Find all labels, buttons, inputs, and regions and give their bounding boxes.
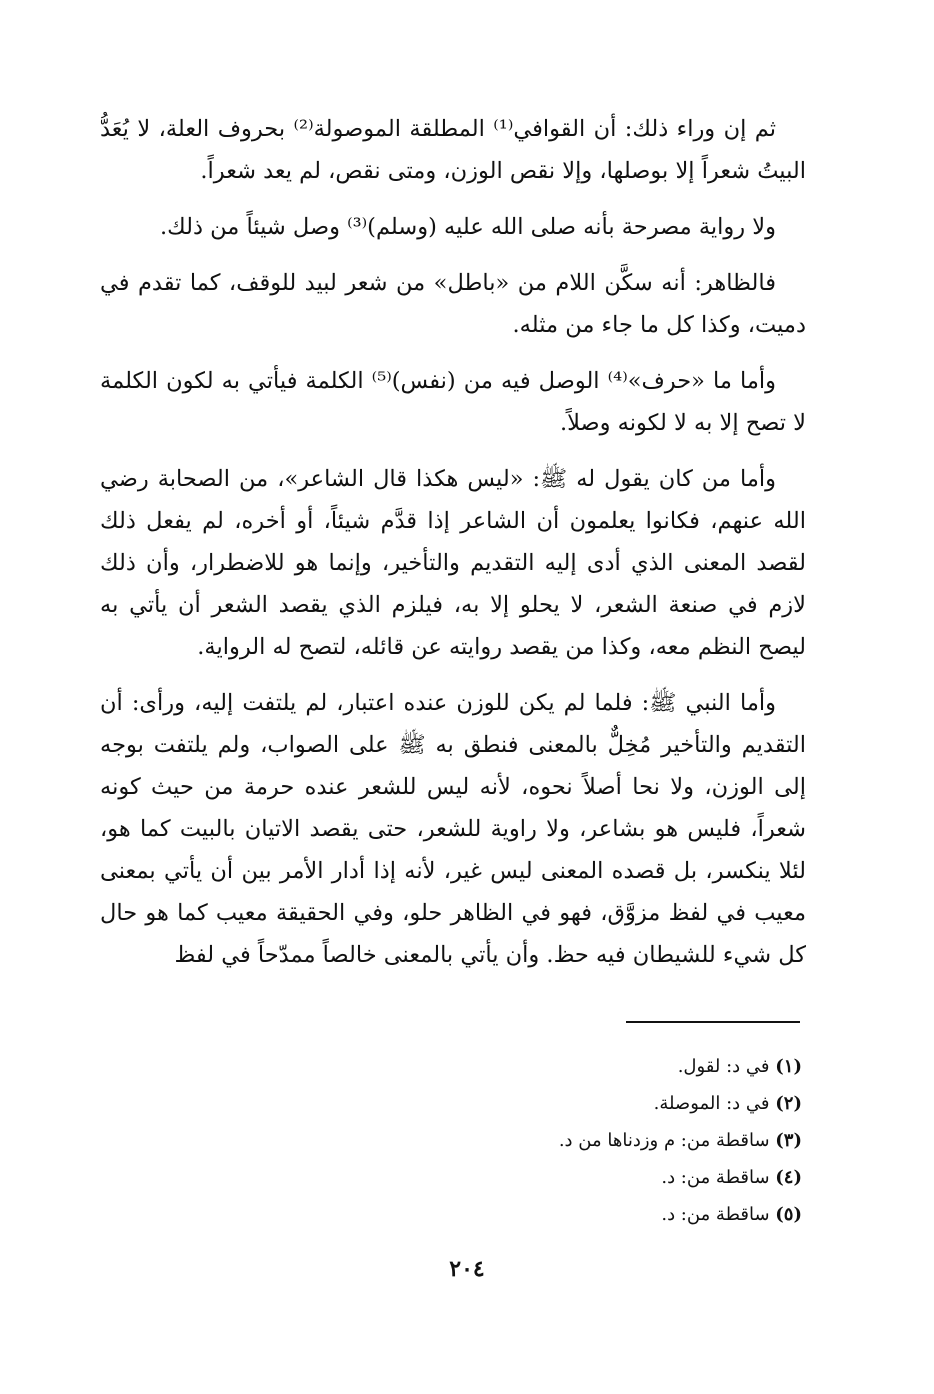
paragraph: وأما ما «حرف»⁽⁴⁾ الوصل فيه من (نفس)⁽⁵⁾ الكلمة فيأتي به لكون الكلمة لا تصح إلا به لا لكونه وصلاً.: [100, 368, 806, 436]
main-text: [100, 108, 806, 990]
paragraph: فالظاهر: أنه سكَّن اللام من «باطل» من شعر لبيد للوقف، كما تقدم في دميت، وكذا كل ما جاء من مثله.: [100, 270, 806, 338]
footnote-number: (٣): [775, 1130, 802, 1151]
footnote-number: (١): [775, 1056, 802, 1077]
footnote: [282, 1048, 802, 1085]
paragraph: وأما النبي ﷺ: فلما لم يكن للوزن عنده اعتبار، لم يلتفت إليه، ورأى: أن التقديم والتأخير مُخِلٌّ بالمعنى فنطق به ﷺ على الصواب، ولم يلتفت بوجه إلى الوزن، ولا نحا أصلاً نحوه، لأنه ليس للشعر عنده حرمة من حيث كونه شعراً، فليس هو بشاعر، ولا راوية للشعر، حتى يقصد الاتيان بالبيت كما هو، لئلا ينكسر، بل قصده المعنى ليس غير، لأنه إذا أدار الأمر بين أن يأتي بمعنى معيب في لفظ مزوَّق، فهو في الظاهر حلو، وفي الحقيقة معيب كما هو حال كل شيء للشيطان فيه حظ. وأن يأتي بالمعنى خالصاً ممدّحاً في لفظ: [100, 690, 806, 968]
footnote-text: ساقطة من: د.: [661, 1204, 770, 1225]
footnote-text: ساقطة من: م وزدناها من د.: [558, 1130, 770, 1151]
footnote-number: (٥): [775, 1204, 802, 1225]
footnote: [282, 1159, 802, 1196]
footnote: [282, 1196, 802, 1233]
footnote: [282, 1085, 802, 1122]
paragraph: ثم إن وراء ذلك: أن القوافي⁽¹⁾ المطلقة الموصولة⁽²⁾ بحروف العلة، لا يُعَدُّ البيتُ شعراً إلا بوصلها، وإلا نقص الوزن، ومتى نقص، لم يعد شعراً.: [100, 116, 806, 184]
paragraph: وأما من كان يقول له ﷺ: «ليس هكذا قال الشاعر»، من الصحابة رضي الله عنهم، فكانوا يعلمون أن الشاعر إذا قدَّم شيئاً، أو أخره، لم يفعل ذلك لقصد المعنى الذي أدى إليه التقديم والتأخير، وإنما هو للاضطرار، وأن ذلك لازم في صنعة الشعر، لا يحلو إلا به، فيلزم الذي يقصد الشعر أن يأتي به ليصح النظم معه، وكذا من يقصد روايته عن قائله، لتصح له الرواية.: [100, 466, 806, 660]
footnote-text: في د: الموصلة.: [653, 1093, 770, 1114]
footnote-divider: [626, 1021, 800, 1023]
footnote: [282, 1122, 802, 1159]
footnote-number: (٢): [775, 1093, 802, 1114]
footnote-number: (٤): [775, 1167, 802, 1188]
footnote-text: في د: لقول.: [677, 1056, 770, 1077]
footnote-text: ساقطة من: د.: [661, 1167, 770, 1188]
page-number: ٢٠٤: [449, 1256, 485, 1282]
footnotes: [282, 1048, 802, 1233]
paragraph: ولا رواية مصرحة بأنه صلى الله عليه (وسلم)⁽³⁾ وصل شيئاً من ذلك.: [160, 214, 776, 240]
